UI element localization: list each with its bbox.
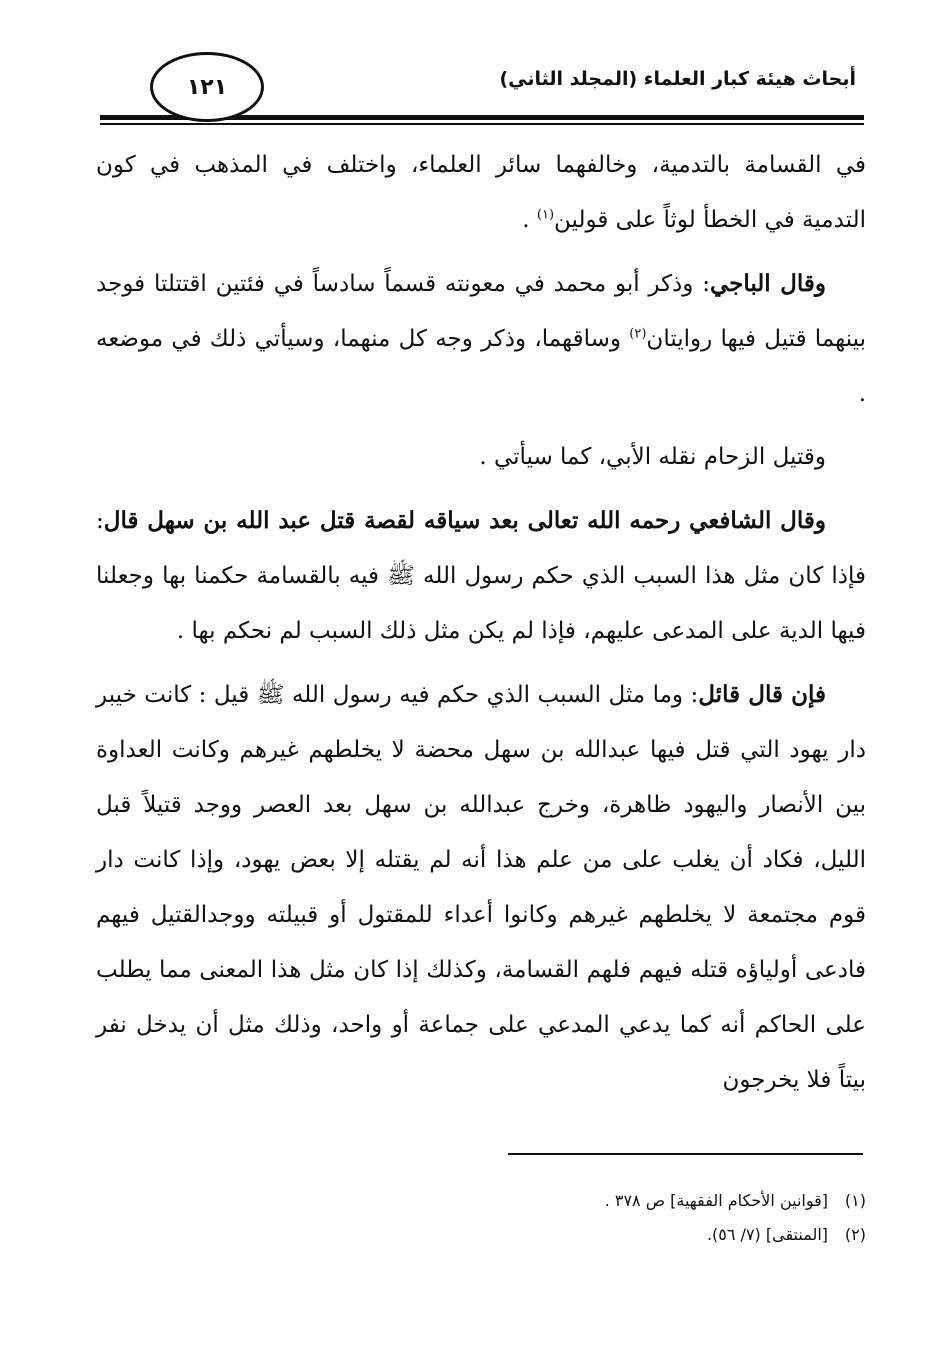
paragraph-5-lead: فإن قال قائل	[698, 681, 826, 708]
footnote-separator	[508, 1153, 863, 1155]
footnote-2-number: (٢)	[844, 1225, 866, 1244]
footnote-1-text: [قوانين الأحكام الفقهية] ص ٣٧٨ .	[604, 1191, 828, 1210]
header-rule-thin	[100, 123, 864, 125]
paragraph-5-text: : وما مثل السبب الذي حكم فيه رسول الله ﷺ قيل : كانت خيبر دار يهود التي قتل فيها عبدالله بن سهل محضة لا يخلطهم غيرهم وكانت العداوة بين الأنصار واليهود ظاهرة، وخرج عبدالله بن سهل بعد العصر ووجد قتيلاً قبل الليل، فكاد أن يغلب على من علم هذا أنه لم يقتله إلا بعض يهود، وإذا كانت دار قوم مجتمعة لا يخلطهم غيرهم وكانوا أعداء للمقتول أو قبيلته ووجدالقتيل فيهم فادعى أولياؤه قتله فيهم فلهم القسامة، وكذلك إذا كان مثل هذا المعنى مما يطلب على الحاكم أنه كما يدعي المدعي على جماعة أو واحد، وذلك مثل أن يدخل نفر بيتاً فلا يخرجون	[96, 682, 866, 1093]
page-number-oval	[150, 52, 264, 122]
paragraph-3	[96, 430, 866, 485]
footnote-ref-1[interactable]: (١)	[536, 207, 555, 223]
paragraph-4	[96, 493, 866, 659]
paragraph-5	[96, 667, 866, 1108]
footnotes	[266, 1184, 866, 1252]
footnote-2	[266, 1218, 866, 1252]
body-text	[96, 138, 866, 1116]
paragraph-2	[96, 256, 866, 422]
footnote-ref-2[interactable]: (٢)	[629, 326, 647, 342]
paragraph-3-text: وقتيل الزحام نقله الأبي، كما سيأتي .	[479, 444, 826, 470]
paragraph-2-lead: وقال الباجي	[709, 270, 827, 297]
footnote-1-number: (١)	[844, 1191, 866, 1210]
footnote-1	[266, 1184, 866, 1218]
paragraph-1-end: .	[522, 207, 537, 233]
paragraph-4-text: : فإذا كان مثل هذا السبب الذي حكم رسول الله ﷺ فيه بالقسامة حكمنا بها وجعلنا فيها الدية على المدعى عليهم، فإذا لم يكن مثل ذلك السبب لم نحكم بها .	[96, 508, 866, 644]
paragraph-2-text-a: : وذكر أبو محمد في معونته قسماً سادساً في فئتين اقتتلتا فوجد بينهما قتيل فيها روايتان	[96, 271, 866, 352]
paragraph-4-lead: وقال الشافعي رحمه الله تعالى بعد سياقه لقصة قتل عبد الله بن سهل قال	[103, 507, 826, 534]
paragraph-1-text: في القسامة بالتدمية، وخالفهما سائر العلماء، واختلف في المذهب في كون التدمية في الخطأ لوثاً على قولين	[96, 152, 866, 233]
footnote-2-text: [المنتقى] (٧/ ٥٦).	[706, 1225, 828, 1244]
page-number: ١٢١	[186, 74, 228, 100]
page-header	[0, 0, 942, 140]
running-title: أبحاث هيئة كبار العلماء (المجلد الثاني)	[499, 68, 856, 90]
paragraph-1	[96, 138, 866, 248]
paragraph-2-text-b: وساقهما، وذكر وجه كل منهما، وسيأتي ذلك في موضعه .	[96, 326, 866, 407]
